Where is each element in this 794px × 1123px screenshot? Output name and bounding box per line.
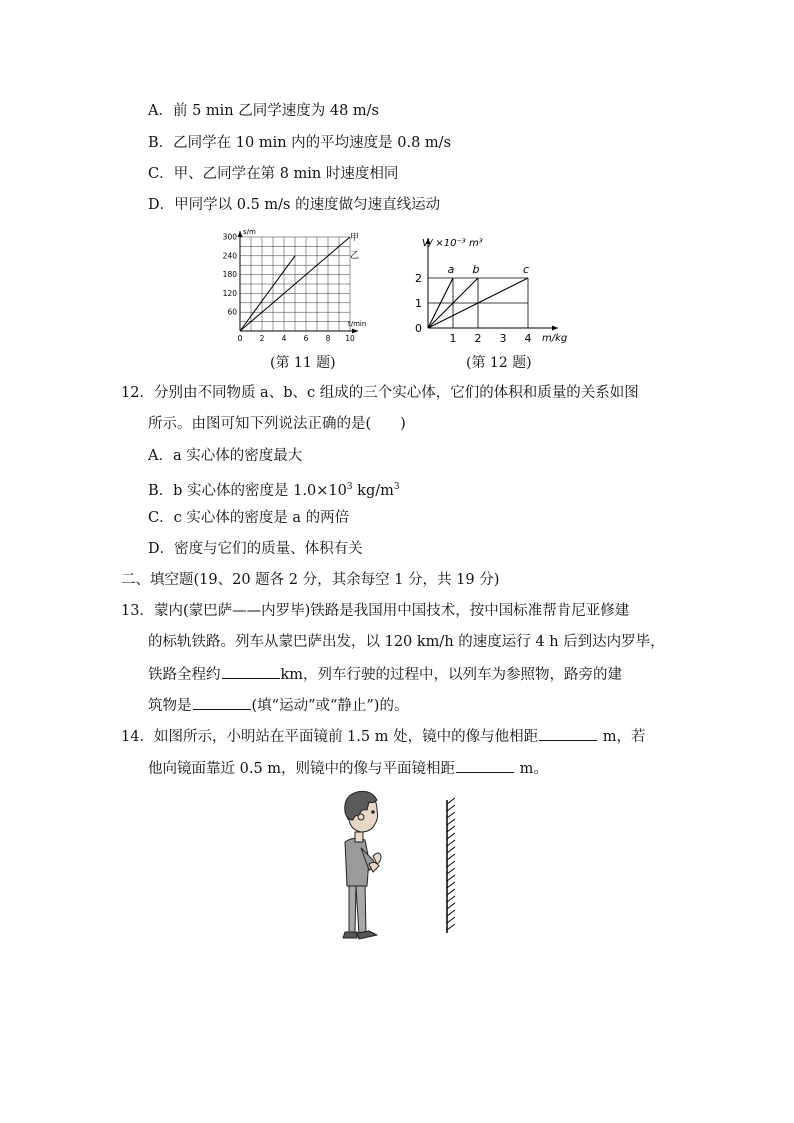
fig12-xtick: 1	[449, 332, 457, 345]
fig12-ylabel: V/ ×10⁻³ m³	[422, 238, 483, 249]
line-label-yi: 乙	[350, 251, 360, 261]
q13-blank-1[interactable]	[222, 664, 280, 679]
fig11-xtick: 6	[303, 334, 309, 343]
q11-option-c: C．甲、乙同学在第 8 min 时速度相同	[148, 166, 399, 182]
q11-option-d: D．甲同学以 0.5 m/s 的速度做匀速直线运动	[148, 197, 441, 213]
q13-line2: 的标轨铁路。列车从蒙巴萨出发，以 120 km/h 的速度运行 4 h 后到达内罗毕，	[148, 634, 665, 650]
figure-14-boy-and-mirror	[325, 790, 475, 940]
mirror-hatch	[447, 896, 455, 902]
fig11-xlabel: t/min	[348, 320, 367, 328]
fig11-xtick: 2	[259, 334, 265, 343]
boy-mirror-illustration	[325, 790, 475, 940]
fig12-ytick: 2	[415, 272, 422, 285]
fig12-caption: (第 12 题)	[466, 355, 532, 371]
line-label-jia: 甲	[350, 233, 360, 243]
q13-line4: 筑物是 (填“运动”或“静止”)的。	[148, 695, 408, 716]
mirror-hatch	[447, 840, 455, 846]
fig11-ytick: 120	[222, 288, 237, 298]
mirror-hatch	[447, 910, 455, 916]
mirror-hatch	[447, 875, 455, 881]
q14-blank-1[interactable]	[539, 726, 597, 741]
q14-line1: 14．如图所示，小明站在平面镜前 1.5 m 处，镜中的像与他相距 m，若	[121, 726, 645, 747]
mirror-hatch	[447, 861, 455, 867]
mirror-hatch	[447, 805, 455, 811]
q14-line2: 他向镜面靠近 0.5 m，则镜中的像与平面镜相距 m。	[148, 758, 548, 779]
q12-stem-line2: 所示。由图可知下列说法正确的是( )	[148, 416, 406, 432]
mirror-hatch	[447, 889, 455, 895]
series-label-b: b	[472, 263, 480, 276]
fig12-xtick: 3	[499, 332, 507, 345]
fig11-xtick: 10	[345, 334, 355, 343]
fig12-xtick: 4	[524, 332, 532, 345]
vm-graph	[408, 228, 588, 348]
section-heading-fill-blank: 二、填空题(19、20 题各 2 分，其余每空 1 分，共 19 分)	[121, 572, 500, 588]
q14-blank-2[interactable]	[456, 758, 514, 773]
fig11-xtick: 0	[237, 334, 243, 343]
fig11-xtick: 8	[325, 334, 331, 343]
fig12-ytick: 1	[415, 297, 422, 310]
q12-stem-line1: 12．分别由不同物质 a、b、c 组成的三个实心体，它们的体积和质量的关系如图	[121, 385, 639, 401]
q11-option-b: B．乙同学在 10 min 内的平均速度是 0.8 m/s	[148, 135, 452, 151]
fig11-xtick: 4	[281, 334, 287, 343]
fig12-xlabel: m/kg	[542, 333, 568, 344]
fig11-caption: (第 11 题)	[270, 355, 336, 371]
q13-line1: 13．蒙内(蒙巴萨——内罗毕)铁路是我国用中国技术，按中国标准帮肯尼亚修建	[121, 603, 630, 619]
fig11-ylabel: s/m	[243, 228, 256, 236]
figure-11	[210, 225, 380, 347]
mirror-hatch	[447, 882, 455, 888]
series-label-c: c	[522, 263, 530, 276]
mirror-hatch	[447, 924, 455, 930]
mirror-hatch	[447, 917, 455, 923]
q13-blank-2[interactable]	[193, 695, 251, 710]
series-label-a: a	[447, 263, 455, 276]
q11-option-a: A．前 5 min 乙同学速度为 48 m/s	[148, 103, 379, 119]
st-graph	[210, 225, 380, 347]
figure-12	[408, 228, 588, 348]
fig12-ytick: 0	[415, 322, 422, 335]
fig11-ytick: 60	[227, 307, 237, 317]
q12-option-b: B．b 实心体的密度是 $1.0\times 10^3$ $kg/m^3$	[148, 482, 400, 499]
mirror-hatch	[447, 868, 455, 874]
mirror-hatch	[447, 903, 455, 909]
fig11-ytick: 300	[222, 232, 237, 242]
fig11-ytick: 240	[222, 251, 237, 261]
mirror-hatch	[447, 812, 455, 818]
mirror-hatch	[447, 833, 455, 839]
mirror-hatch	[447, 826, 455, 832]
q12-option-a: A．a 实心体的密度最大	[148, 448, 303, 464]
q12-option-c: C．c 实心体的密度是 a 的两倍	[148, 510, 350, 526]
q13-line3: 铁路全程约 km，列车行驶的过程中，以列车为参照物，路旁的建	[148, 664, 622, 685]
mirror-hatch	[447, 854, 455, 860]
fig12-xtick: 2	[474, 332, 482, 345]
mirror-hatch	[447, 798, 455, 804]
q12-option-d: D．密度与它们的质量、体积有关	[148, 541, 363, 557]
mirror-hatch	[447, 847, 455, 853]
mirror-hatch	[447, 819, 455, 825]
fig11-ytick: 180	[222, 270, 237, 280]
